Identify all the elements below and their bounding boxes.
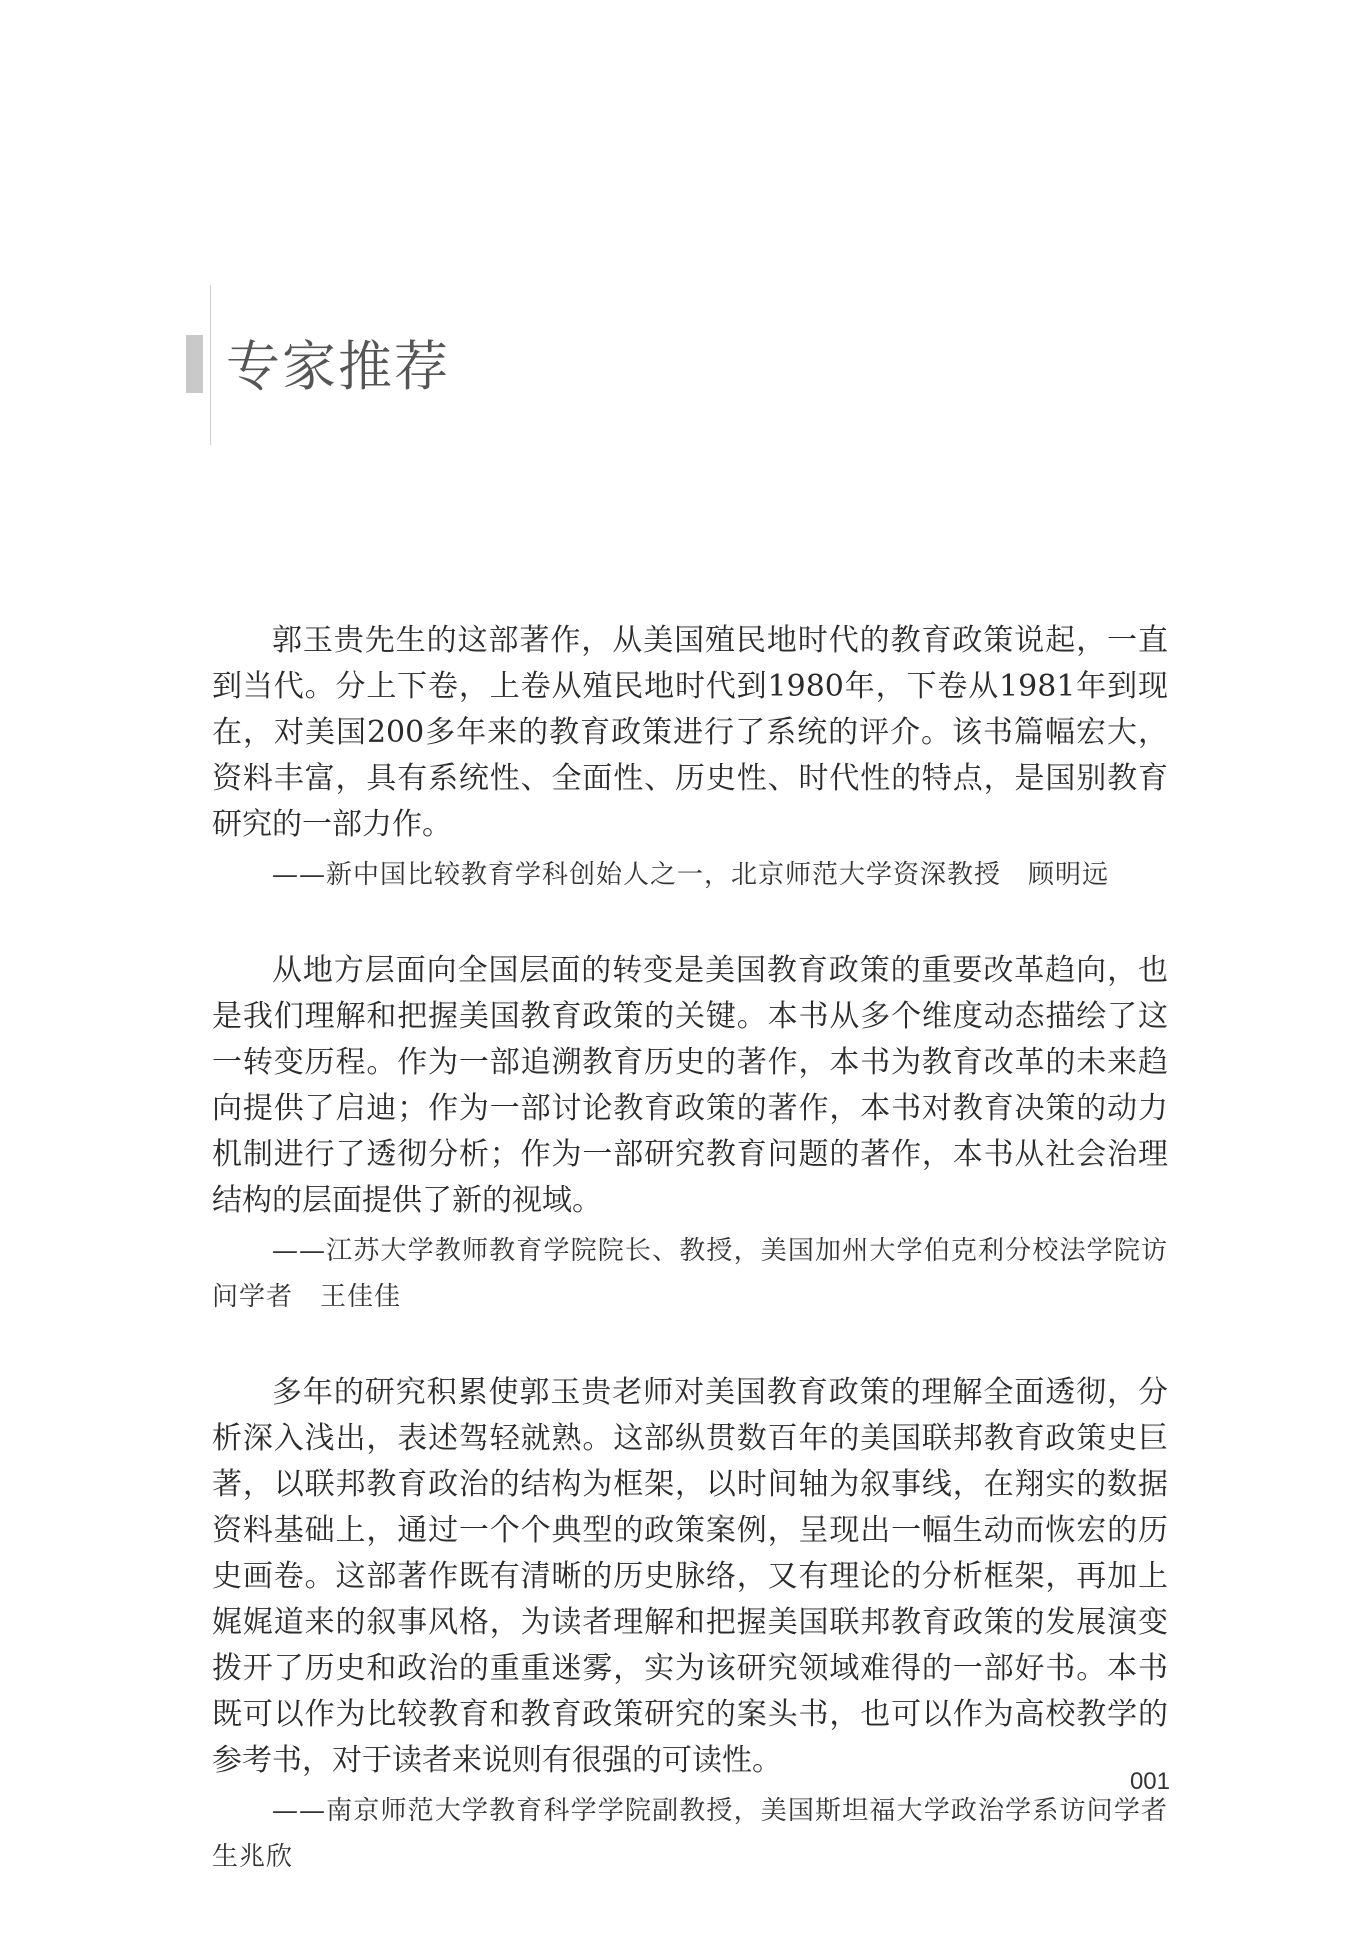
recommendation-attribution: ——新中国比较教育学科创始人之一，北京师范大学资深教授 顾明远 (272, 860, 1110, 890)
heading-accent-bar (186, 335, 203, 393)
recommendation-3 (212, 1370, 1196, 1880)
recommendation-2 (212, 948, 1168, 1320)
recommendations-body (212, 618, 1196, 1880)
page-number: 001 (1129, 1768, 1170, 1795)
recommendation-1 (212, 618, 1168, 898)
recommendation-text: 多年的研究积累使郭玉贵老师对美国教育政策的理解全面透彻，分析深入浅出，表述驾轻就熟。这部纵贯数百年的美国联邦教育政策史巨著，以联邦教育政治的结构为框架，以时间轴为叙事线，在翔实的数据资料基础上，通过一个个典型的政策案例，呈现出一幅生动而恢宏的历史画卷。这部著作既有清晰的历史脉络，又有理论的分析框架，再加上娓娓道来的叙事风格，为读者理解和把握美国联邦教育政策的发展演变拨开了历史和政治的重重迷雾，实为该研究领域难得的一部好书。本书既可以作为比较教育和教育政策研究的案头书，也可以作为高校教学的参考书，对于读者来说则有很强的可读性。 (212, 1375, 1168, 1778)
recommendation-attribution: ——江苏大学教师教育学院院长、教授，美国加州大学伯克利分校法学院访问学者 王佳佳 (212, 1236, 1168, 1312)
recommendation-attribution: ——南京师范大学教育科学学院副教授，美国斯坦福大学政治学系访问学者 生兆欣 (212, 1796, 1196, 1872)
recommendation-text: 从地方层面向全国层面的转变是美国教育政策的重要改革趋向，也是我们理解和把握美国教育政策的关键。本书从多个维度动态描绘了这一转变历程。作为一部追溯教育历史的著作，本书为教育改革的未来趋向提供了启迪；作为一部讨论教育政策的著作，本书对教育决策的动力机制进行了透彻分析；作为一部研究教育问题的著作，本书从社会治理结构的层面提供了新的视域。 (212, 953, 1168, 1218)
recommendation-text: 郭玉贵先生的这部著作，从美国殖民地时代的教育政策说起，一直到当代。分上下卷，上卷从殖民地时代到1980年，下卷从1981年到现在，对美国200多年来的教育政策进行了系统的评介。该书篇幅宏大，资料丰富，具有系统性、全面性、历史性、时代性的特点，是国别教育研究的一部力作。 (212, 623, 1168, 842)
heading-divider-line (210, 285, 211, 445)
page-title: 专家推荐 (226, 335, 450, 398)
